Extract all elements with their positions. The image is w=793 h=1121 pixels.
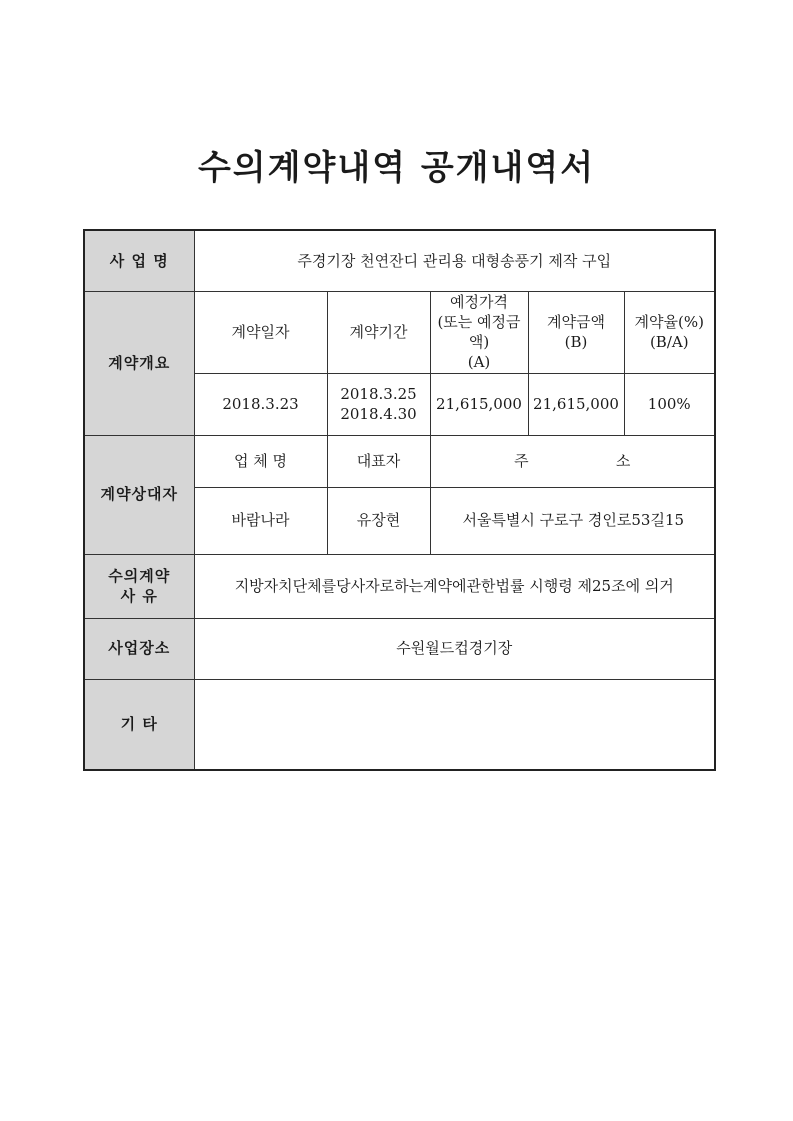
contract-rate-value: 100% xyxy=(624,373,715,435)
overview-label: 계약개요 xyxy=(84,291,194,435)
address-value: 서울특별시 구로구 경인로53길15 xyxy=(430,487,715,554)
counterparty-header-row xyxy=(84,435,715,487)
overview-header-row xyxy=(84,291,715,373)
other-row xyxy=(84,679,715,770)
reason-label: 수의계약 사 유 xyxy=(84,554,194,618)
other-value xyxy=(194,679,715,770)
company-value: 바람나라 xyxy=(194,487,327,554)
estimated-price-value: 21,615,000 xyxy=(430,373,528,435)
location-label: 사업장소 xyxy=(84,618,194,679)
estimated-price-header: 예정가격 (또는 예정금액) (A) xyxy=(430,291,528,373)
project-name: 주경기장 천연잔디 관리용 대형송풍기 제작 구입 xyxy=(194,230,715,291)
contract-date-value: 2018.3.23 xyxy=(194,373,327,435)
project-label: 사 업 명 xyxy=(84,230,194,291)
contract-date-header: 계약일자 xyxy=(194,291,327,373)
other-label: 기 타 xyxy=(84,679,194,770)
representative-value: 유장현 xyxy=(327,487,430,554)
location-value: 수원월드컵경기장 xyxy=(194,618,715,679)
contract-rate-header: 계약율(%) (B/A) xyxy=(624,291,715,373)
project-row xyxy=(84,230,715,291)
contract-amount-value: 21,615,000 xyxy=(528,373,624,435)
representative-header: 대표자 xyxy=(327,435,430,487)
reason-value: 지방자치단체를당사자로하는계약에관한법률 시행령 제25조에 의거 xyxy=(194,554,715,618)
contract-disclosure-table xyxy=(83,229,716,771)
document-title: 수의계약내역 공개내역서 xyxy=(197,148,596,188)
reason-row xyxy=(84,554,715,618)
address-header: 주 소 xyxy=(430,435,715,487)
contract-period-value: 2018.3.25 2018.4.30 xyxy=(327,373,430,435)
contract-period-header: 계약기간 xyxy=(327,291,430,373)
location-row xyxy=(84,618,715,679)
company-header: 업 체 명 xyxy=(194,435,327,487)
counterparty-label: 계약상대자 xyxy=(84,435,194,554)
contract-amount-header: 계약금액 (B) xyxy=(528,291,624,373)
